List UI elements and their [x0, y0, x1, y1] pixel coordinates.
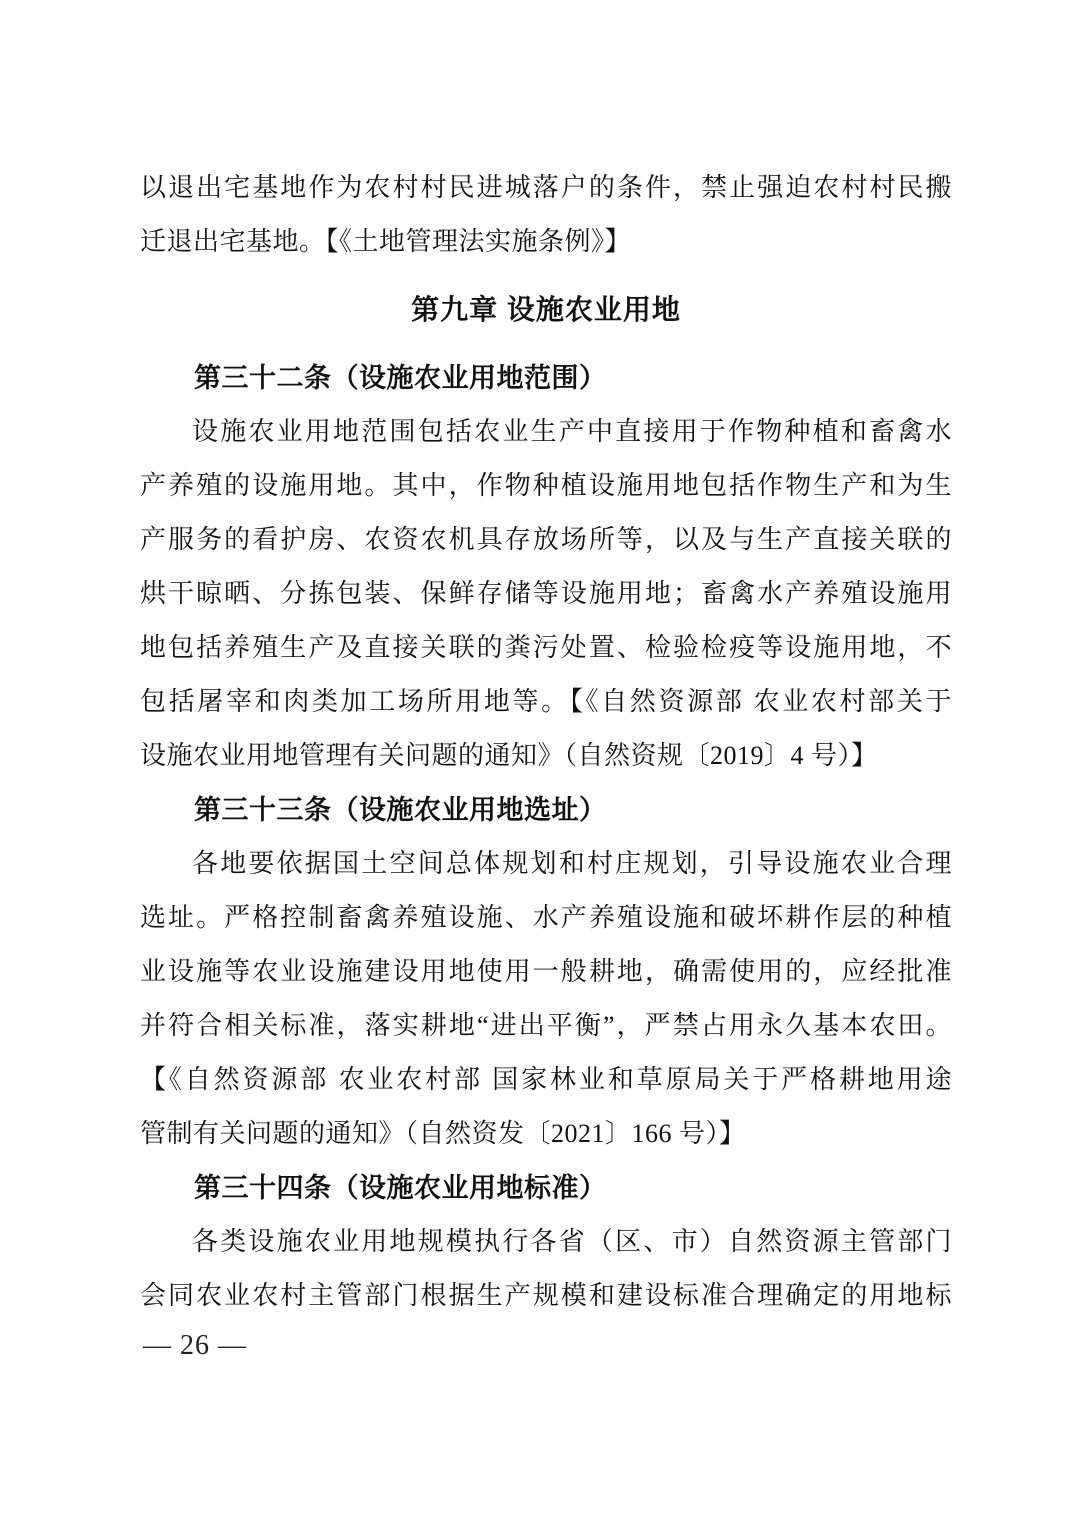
section-34	[140, 1161, 952, 1323]
text-line: 地包括养殖生产及直接关联的粪污处置、检验检疫等设施用地，不	[140, 633, 952, 662]
section-33	[140, 783, 952, 1161]
chapter-heading: 第九章 设施农业用地	[411, 294, 681, 325]
article-heading: 第三十二条（设施农业用地范围）	[194, 363, 607, 393]
article-heading: 第三十三条（设施农业用地选址）	[194, 795, 607, 825]
text-line: 管制有关问题的通知》（自然资发〔2021〕166 号）】	[140, 1119, 746, 1148]
text-line: 业设施等农业设施建设用地使用一般耕地，确需使用的，应经批准	[140, 957, 952, 986]
text-line: 设施农业用地管理有关问题的通知》（自然资规〔2019〕4 号）】	[140, 741, 878, 770]
text-line: 各类设施农业用地规模执行各省（区、市）自然资源主管部门	[192, 1227, 952, 1256]
text-line: 设施农业用地范围包括农业生产中直接用于作物种植和畜禽水	[192, 417, 952, 446]
section-32	[140, 351, 952, 783]
text-line: 会同农业农村主管部门根据生产规模和建设标准合理确定的用地标	[140, 1281, 952, 1310]
article-heading: 第三十四条（设施农业用地标准）	[194, 1173, 607, 1203]
text-line: 【《自然资源部 农业农村部 国家林业和草原局关于严格耕地用途	[140, 1065, 952, 1094]
text-line: 以退出宅基地作为农村村民进城落户的条件，禁止强迫农村村民搬	[140, 173, 952, 202]
text-line: 包括屠宰和肉类加工场所用地等。【《自然资源部 农业农村部关于	[140, 687, 952, 716]
text-line: 迁退出宅基地。【《土地管理法实施条例》】	[140, 227, 632, 256]
text-line: 产服务的看护房、农资农机具存放场所等，以及与生产直接关联的	[140, 525, 952, 554]
text-line: 各地要依据国土空间总体规划和村庄规划，引导设施农业合理	[192, 849, 952, 878]
text-line: 并符合相关标准，落实耕地“进出平衡”，严禁占用永久基本农田。	[140, 1011, 952, 1040]
page-content	[140, 161, 952, 1323]
page-number: — 26 —	[143, 1330, 247, 1361]
text-line: 产养殖的设施用地。其中，作物种植设施用地包括作物生产和为生	[140, 471, 952, 500]
text-line: 选址。严格控制畜禽养殖设施、水产养殖设施和破坏耕作层的种植	[140, 903, 952, 932]
text-line: 烘干晾晒、分拣包装、保鲜存储等设施用地；畜禽水产养殖设施用	[140, 579, 952, 608]
intro-paragraph	[140, 161, 952, 269]
